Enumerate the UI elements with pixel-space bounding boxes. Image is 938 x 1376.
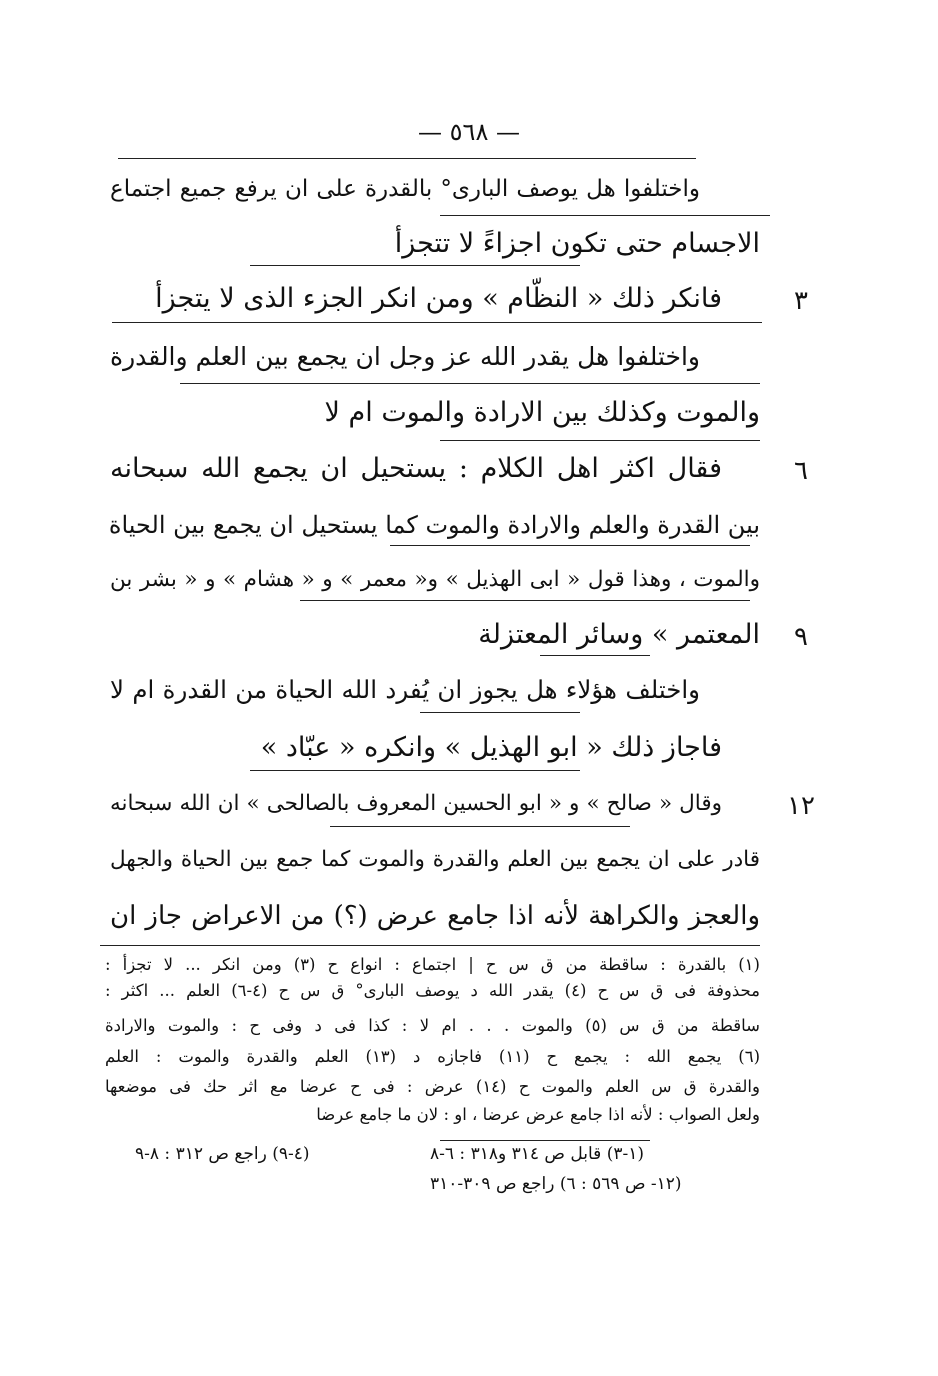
divider [300,600,750,601]
divider [440,440,760,441]
divider [420,712,580,713]
text-line: قادر على ان يجمع بين العلم والقدرة والموت كما جمع بين الحياة والجهل [110,847,760,872]
text-line: فاجاز ذلك « ابو الهذيل » وانكره « عبّاد » [260,732,722,763]
margin-line-number: ٩ [794,622,808,652]
divider [540,655,650,656]
footnote-line: محذوفة فى ق س ح (٤) يقدر الله د يوصف البارى° ق س ح (٤-٦) العلم ... اكثر : [105,981,761,1000]
text-line: والعجز والكراهة لأنه اذا جامع عرض (؟) من الاعراض جاز ان [110,901,760,931]
text-line: فقال اكثر اهل الكلام : يستحيل ان يجمع الله سبحانه [110,453,722,484]
text-line: المعتمر » وسائر المعتزلة [478,619,760,650]
text-line: الاجسام حتى تكون اجزاءً لا تتجزأ [394,228,760,259]
divider [112,322,762,323]
footnote-line: ولعل الصواب : لأنه اذا جامع عرض عرضا ، او : لان ما جامع عرضا [316,1105,760,1124]
text-line: واختلفوا هل يوصف البارى° بالقدرة على ان يرفع جميع اجتماع [110,176,700,202]
divider [250,265,580,266]
margin-line-number: ٦ [794,456,808,486]
cross-reference: (٤-٩) راجع ص ٣١٢ : ٨-٩ [135,1144,310,1164]
text-line: واختلفوا هل يقدر الله عز وجل ان يجمع بين العلم والقدرة [110,342,700,371]
divider [390,545,750,546]
page-number: — ٥٦٨ — [418,118,520,146]
divider [118,158,696,159]
divider [440,1140,650,1141]
footnote-line: (١) بالقدرة : ساقطة من ق س ح | اجتماع : انواع ح (٣) ومن انكر ... لا تجزأ : [105,955,760,974]
text-line: فانكر ذلك « النظّام » ومن انكر الجزء الذى لا يتجزأ [155,283,722,314]
text-line: بين القدرة والعلم والارادة والموت كما يستحيل ان يجمع بين الحياة [108,511,760,539]
margin-line-number: ٣ [794,286,808,316]
divider [440,215,770,216]
footnote-line: (٦) يجمع الله : يجمع ح (١١) فاجازه د (١٣) العلم والقدرة والموت : العلم [105,1047,760,1066]
divider [100,945,760,946]
text-line: وقال « صالح » و « ابو الحسين المعروف بالصالحى » ان الله سبحانه [110,791,722,816]
text-line: والموت وكذلك بين الارادة والموت ام لا [324,397,760,428]
divider [330,826,630,827]
footnote-line: ساقطة من ق س (٥) والموت . . . ام لا : كذا فى د وفى ح : والموت والارادة [105,1016,760,1035]
footnote-line: والقدرة ق س العلم والموت ح (١٤) عرض : فى ح عرضا مع اثر حك فى موضعها [105,1077,760,1096]
divider [180,383,760,384]
cross-reference: (١٢- ص ٥٦٩ : ٦) راجع ص ٣٠٩-٣١٠ [430,1174,682,1194]
text-line: والموت ، وهذا قول « ابى الهذيل » و« معمر » و « هشام » و « بشر بن [110,567,760,592]
divider [250,770,580,771]
cross-reference: (١-٣) قابل ص ٣١٤ و٣١٨ : ٦-٨ [430,1144,644,1164]
text-line: واختلف هؤلاء هل يجوز ان يُفرد الله الحياة من القدرة ام لا [110,675,700,704]
margin-line-number: ١٢ [787,791,815,821]
